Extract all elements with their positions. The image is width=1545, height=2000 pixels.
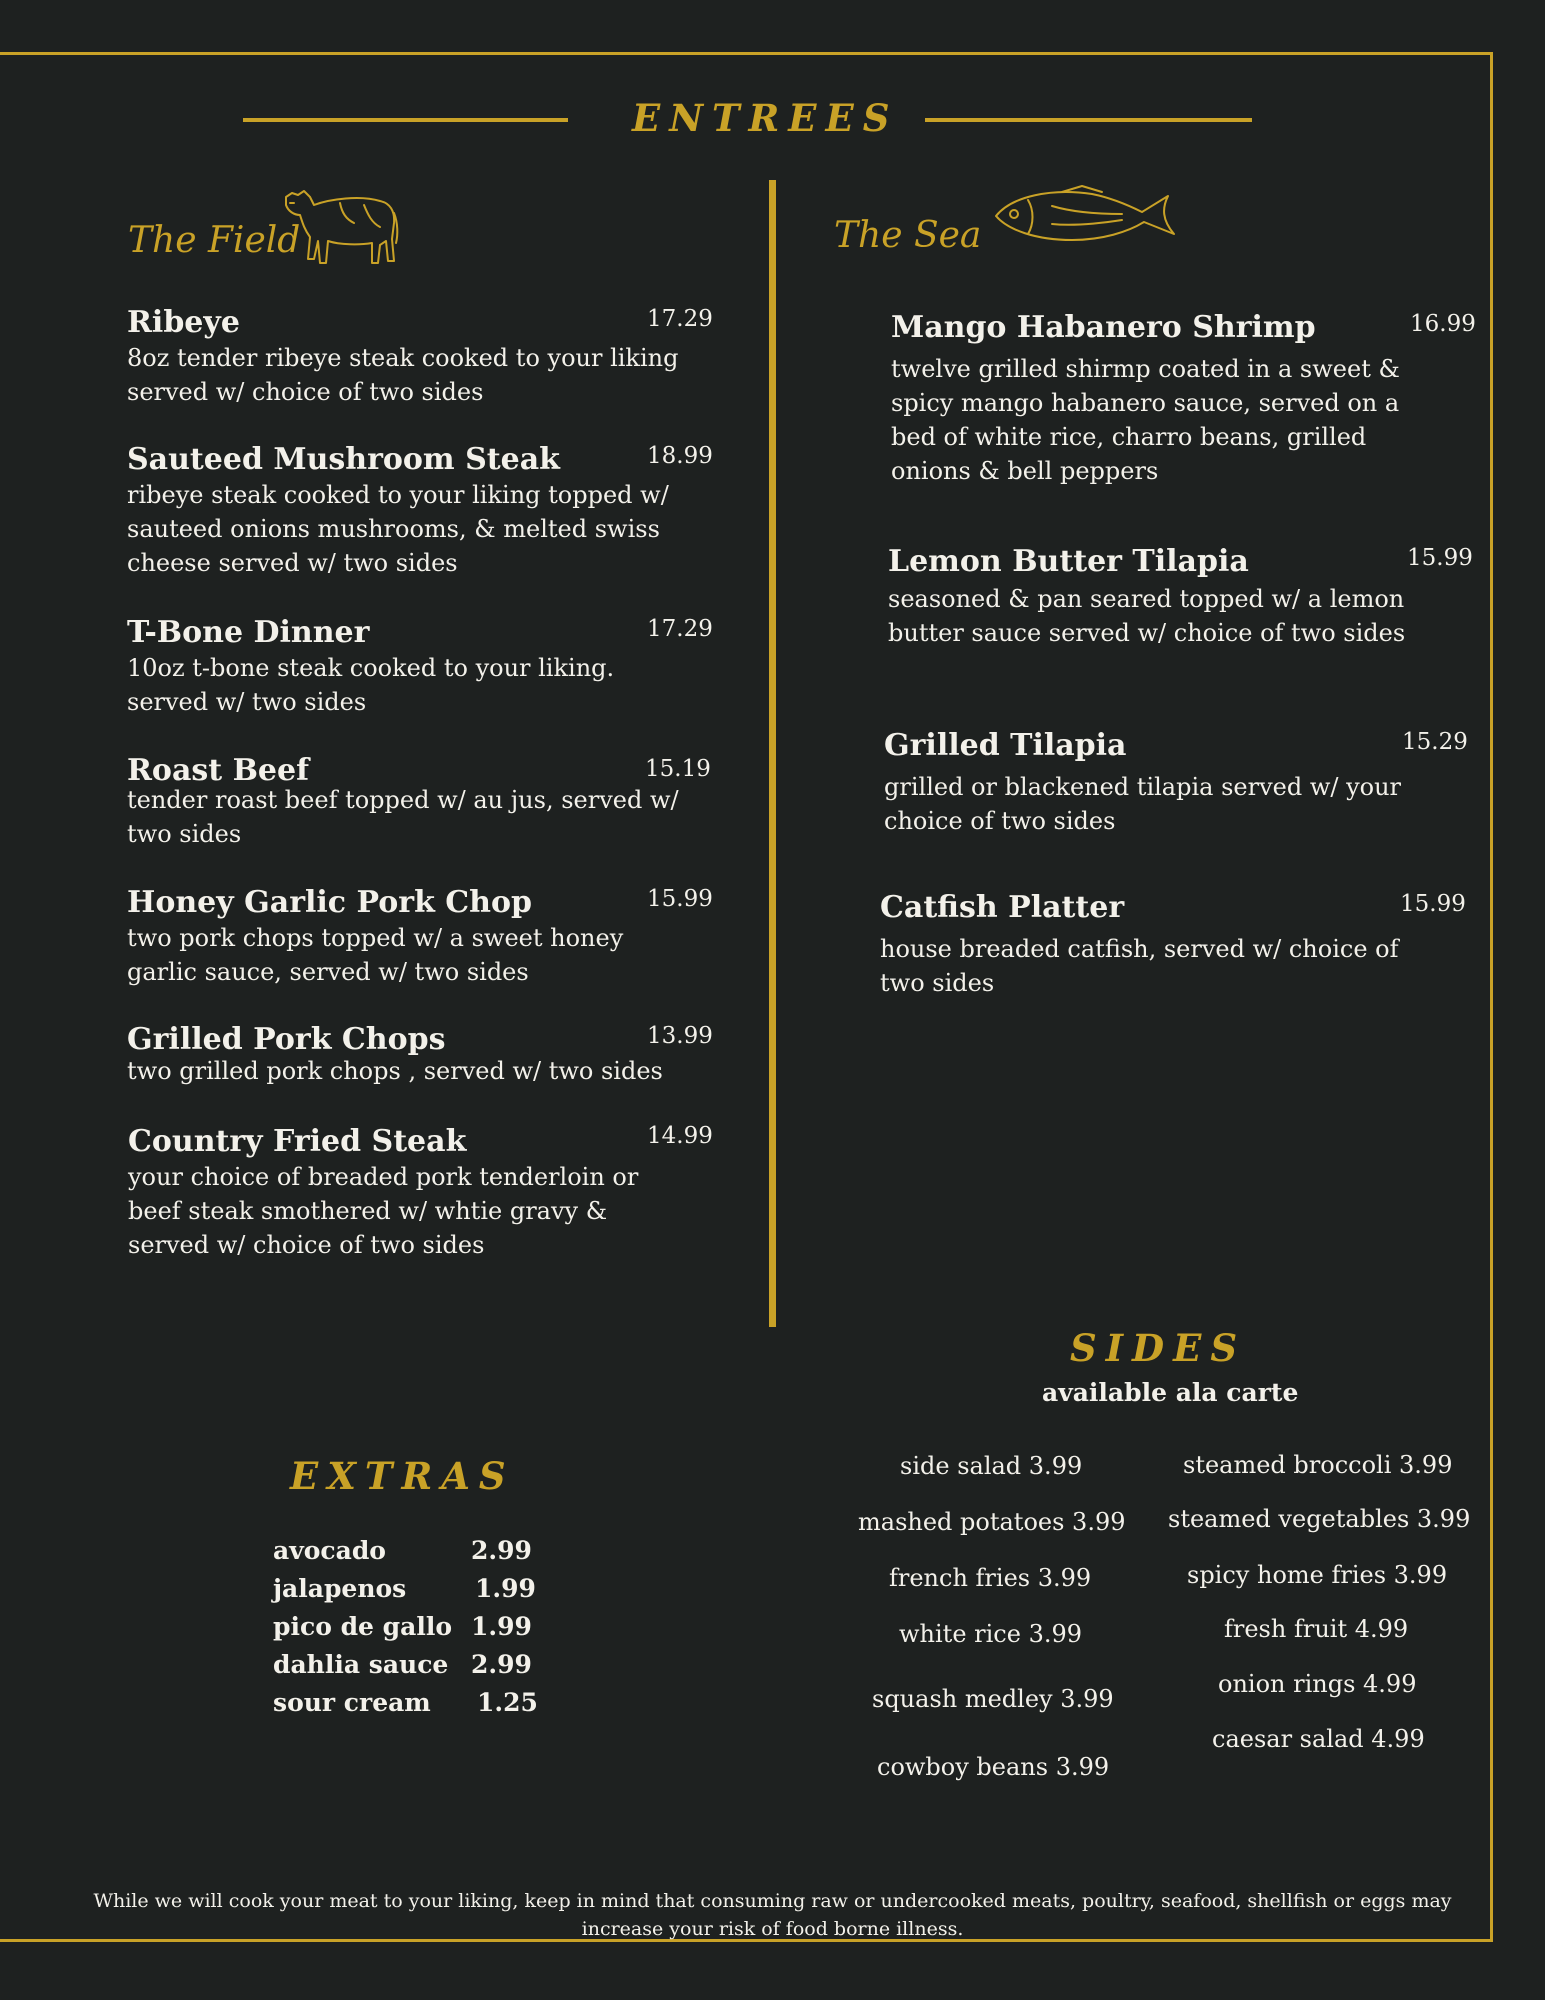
- extras-title: EXTRAS: [290, 1454, 515, 1498]
- item-name: Grilled Tilapia: [884, 728, 1127, 763]
- item-description: 8oz tender ribeye steak cooked to your liking served w/ choice of two sides: [127, 344, 679, 406]
- side-item: onion rings 4.99: [1218, 1670, 1417, 1698]
- item-description: 10oz t-bone steak cooked to your liking. served w/ two sides: [127, 654, 615, 716]
- item-price: 17.29: [647, 616, 713, 642]
- field-heading: The Field: [128, 220, 301, 261]
- sea-item: [888, 544, 1448, 650]
- extras-row: [273, 1684, 538, 1722]
- item-name: T-Bone Dinner: [127, 615, 370, 650]
- extra-price: 1.99: [475, 1574, 536, 1603]
- item-name: Honey Garlic Pork Chop: [127, 885, 532, 920]
- item-description: ribeye steak cooked to your liking topped w/ sauteed onions mushrooms, & melted swiss cheese served w/ two sides: [127, 481, 669, 577]
- item-price: 15.99: [1407, 545, 1473, 571]
- sea-item: [891, 310, 1451, 488]
- title-rule-left: [243, 118, 568, 122]
- sides-subtitle: available ala carte: [1042, 1378, 1299, 1407]
- extra-name: sour cream: [273, 1688, 431, 1717]
- side-item: mashed potatoes 3.99: [858, 1508, 1126, 1536]
- item-description: grilled or blackened tilapia served w/ your choice of two sides: [884, 773, 1402, 835]
- item-price: 14.99: [647, 1123, 713, 1149]
- extra-price: 1.25: [477, 1688, 538, 1717]
- item-price: 17.29: [647, 306, 713, 332]
- field-item: [127, 442, 707, 580]
- extra-name: dahlia sauce: [273, 1650, 449, 1679]
- entrees-title: ENTREES: [632, 96, 899, 140]
- item-price: 15.29: [1402, 729, 1468, 755]
- field-item: [127, 753, 707, 851]
- item-name: Catfish Platter: [880, 890, 1125, 925]
- item-description: seasoned & pan seared topped w/ a lemon butter sauce served w/ choice of two sides: [888, 585, 1406, 647]
- item-name: Ribeye: [127, 305, 240, 340]
- item-price: 13.99: [647, 1023, 713, 1049]
- side-item: cowboy beans 3.99: [877, 1753, 1110, 1781]
- field-item: [127, 615, 707, 719]
- extra-name: jalapenos: [273, 1574, 407, 1603]
- extra-price: 1.99: [471, 1612, 532, 1641]
- extras-list: [273, 1532, 538, 1722]
- sea-item: [880, 890, 1440, 1000]
- item-name: Lemon Butter Tilapia: [888, 544, 1249, 579]
- cow-icon: [280, 183, 402, 267]
- fish-icon: [992, 184, 1178, 246]
- side-item: steamed broccoli 3.99: [1183, 1451, 1453, 1479]
- item-description: house breaded catfish, served w/ choice of two sides: [880, 935, 1399, 997]
- extras-row: [273, 1646, 538, 1684]
- side-item: spicy home fries 3.99: [1187, 1561, 1448, 1589]
- side-item: steamed vegetables 3.99: [1168, 1505, 1471, 1533]
- side-item: side salad 3.99: [900, 1452, 1083, 1480]
- item-description: your choice of breaded pork tenderloin or beef steak smothered w/ whtie gravy & served w/ choice of two sides: [128, 1163, 639, 1259]
- item-description: twelve grilled shirmp coated in a sweet & spicy mango habanero sauce, served on a bed of white rice, charro beans, grilled onions & bell peppers: [891, 355, 1400, 485]
- extras-row: [273, 1608, 538, 1646]
- column-divider: [769, 180, 776, 1327]
- item-name: Grilled Pork Chops: [127, 1022, 446, 1057]
- item-description: two pork chops topped w/ a sweet honey garlic sauce, served w/ two sides: [127, 924, 624, 986]
- item-price: 15.99: [647, 886, 713, 912]
- side-item: caesar salad 4.99: [1212, 1725, 1425, 1753]
- side-item: white rice 3.99: [899, 1620, 1083, 1648]
- item-name: Country Fried Steak: [128, 1124, 467, 1159]
- item-price: 18.99: [647, 443, 713, 469]
- item-price: 15.99: [1400, 891, 1466, 917]
- footer-disclaimer: While we will cook your meat to your liking, keep in mind that consuming raw or undercooked meats, poultry, seafood, shellfish or eggs may increase your risk of food borne illness.: [93, 1890, 1452, 1940]
- field-item: [127, 1022, 727, 1088]
- sea-item: [884, 728, 1444, 838]
- extras-row: [273, 1570, 538, 1608]
- extra-name: pico de gallo: [273, 1612, 453, 1641]
- side-item: squash medley 3.99: [872, 1685, 1114, 1713]
- field-item: [127, 885, 707, 989]
- field-item: [127, 305, 707, 409]
- item-description: tender roast beef topped w/ au jus, served w/ two sides: [127, 786, 679, 848]
- title-rule-right: [925, 118, 1252, 122]
- sea-heading: The Sea: [834, 215, 982, 256]
- side-item: fresh fruit 4.99: [1224, 1615, 1409, 1643]
- field-item: [128, 1124, 708, 1262]
- extra-price: 2.99: [471, 1536, 532, 1565]
- extra-name: avocado: [273, 1536, 386, 1565]
- item-description: two grilled pork chops , served w/ two sides: [127, 1057, 663, 1085]
- side-item: french fries 3.99: [889, 1564, 1092, 1592]
- item-price: 15.19: [645, 756, 711, 782]
- item-name: Sauteed Mushroom Steak: [127, 442, 560, 477]
- extra-price: 2.99: [471, 1650, 532, 1679]
- item-name: Roast Beef: [127, 753, 310, 788]
- item-price: 16.99: [1410, 311, 1476, 337]
- extras-row: [273, 1532, 538, 1570]
- item-name: Mango Habanero Shrimp: [891, 310, 1316, 345]
- sides-title: SIDES: [1070, 1326, 1247, 1370]
